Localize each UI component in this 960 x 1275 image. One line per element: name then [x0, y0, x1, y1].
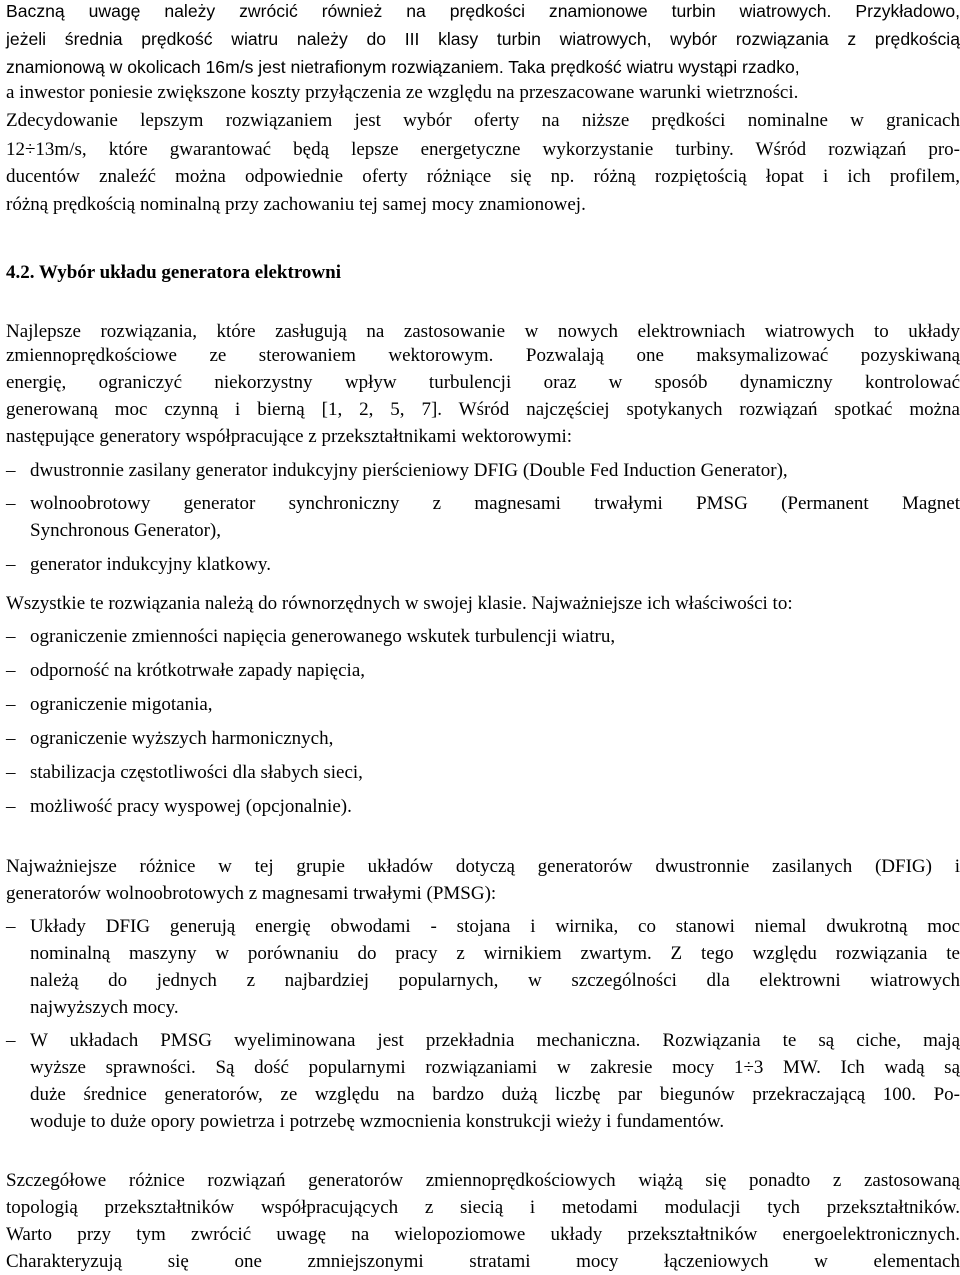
- list-item: dwustronnie zasilany generator indukcyjny pierścieniowy DFIG (Double Fed Induction Generator),: [30, 460, 788, 481]
- text-line: generatorów wolnoobrotowych z magnesami trwałymi (PMSG):: [6, 883, 497, 904]
- text-line: 12÷13m/s, które gwarantować będą lepsze energetyczne wykorzystanie turbiny. Wśród rozwiązań pro-: [6, 139, 960, 160]
- list-bullet: –: [6, 796, 16, 817]
- list-item: Układy DFIG generują energię obwodami - stojana i wirnika, co stanowi niemal dwukrotną moc: [30, 916, 960, 937]
- list-item: stabilizacja częstotliwości dla słabych sieci,: [30, 762, 363, 783]
- list-item-continuation: najwyższych mocy.: [30, 997, 179, 1018]
- text-line: Zdecydowanie lepszym rozwiązaniem jest wybór oferty na niższe prędkości nominalne w granicach: [6, 110, 960, 131]
- text-line: energię, ograniczyć niekorzystny wpływ turbulencji oraz w sposób dynamiczny kontrolować: [6, 372, 960, 393]
- section-heading: 4.2. Wybór układu generatora elektrowni: [6, 262, 341, 283]
- list-bullet: –: [6, 554, 16, 575]
- text-line: topologią przekształtników współpracujących z siecią i metodami modulacji tych przekształtników.: [6, 1197, 960, 1218]
- text-line: jeżeli średnia prędkość wiatru należy do III klasy turbin wiatrowych, wybór rozwiązania z prędkością: [6, 29, 960, 49]
- text-line: Warto przy tym zwrócić uwagę na wielopoziomowe układy przekształtników energoelektronicznych.: [6, 1224, 960, 1245]
- text-line: Charakteryzują się one zmniejszonymi stratami mocy łączeniowych w elementach: [6, 1251, 960, 1272]
- text-line: a inwestor poniesie zwiększone koszty przyłączenia ze względu na przeszacowane warunki wietrzności.: [6, 82, 799, 103]
- text-line: Najlepsze rozwiązania, które zasługują na zastosowanie w nowych elektrowniach wiatrowych to układy: [6, 321, 960, 342]
- text-line: Szczegółowe różnice rozwiązań generatorów zmiennoprędkościowych wiążą się ponadto z zastosowaną: [6, 1170, 960, 1191]
- text-line: następujące generatory współpracujące z przekształtnikami wektorowymi:: [6, 426, 573, 447]
- list-item: ograniczenie migotania,: [30, 694, 213, 715]
- text-line: Najważniejsze różnice w tej grupie układów dotyczą generatorów dwustronnie zasilanych (DFIG) i: [6, 856, 960, 877]
- list-item: odporność na krótkotrwałe zapady napięcia,: [30, 660, 366, 681]
- list-bullet: –: [6, 916, 16, 937]
- list-item-continuation: duże średnice generatorów, ze względu na bardzo dużą liczbę par biegunów przekraczającą 100. Po-: [30, 1084, 960, 1105]
- list-bullet: –: [6, 493, 16, 514]
- list-bullet: –: [6, 694, 16, 715]
- list-item-continuation: nominalną maszyny w porównaniu do pracy z wirnikiem zwartym. Z tego względu rozwiązania te: [30, 943, 960, 964]
- list-item-continuation: Synchronous Generator),: [30, 520, 222, 541]
- list-item: ograniczenie wyższych harmonicznych,: [30, 728, 334, 749]
- list-bullet: –: [6, 660, 16, 681]
- text-line: zmiennoprędkościowe ze sterowaniem wektorowym. Pozwalają one maksymalizować pozyskiwaną: [6, 345, 960, 366]
- list-item-continuation: woduje to duże opory powietrza i potrzebę wzmocnienia konstrukcji wieży i fundamentów.: [30, 1111, 725, 1132]
- list-bullet: –: [6, 762, 16, 783]
- list-bullet: –: [6, 728, 16, 749]
- text-line: generowaną moc czynną i bierną [1, 2, 5, 7]. Wśród najczęściej spotykanych rozwiązań spotkać można: [6, 399, 960, 420]
- text-line: ducentów znaleźć można odpowiednie oferty różniące się np. różną rozpiętością łopat i ich profilem,: [6, 166, 960, 187]
- list-item: W układach PMSG wyeliminowana jest przekładnia mechaniczna. Rozwiązania te są ciche, mają: [30, 1030, 960, 1051]
- list-bullet: –: [6, 1030, 16, 1051]
- list-bullet: –: [6, 460, 16, 481]
- list-item: możliwość pracy wyspowej (opcjonalnie).: [30, 796, 352, 817]
- list-bullet: –: [6, 626, 16, 647]
- text-line: znamionową w okolicach 16m/s jest nietrafionym rozwiązaniem. Taka prędkość wiatru wystąpi rzadko,: [6, 57, 800, 77]
- list-item: wolnoobrotowy generator synchroniczny z magnesami trwałymi PMSG (Permanent Magnet: [30, 493, 960, 514]
- list-item: ograniczenie zmienności napięcia generowanego wskutek turbulencji wiatru,: [30, 626, 616, 647]
- list-item-continuation: należą do jednych z najbardziej popularnych, w szczególności dla elektrowni wiatrowych: [30, 970, 960, 991]
- list-item-continuation: wyższe sprawności. Są dość popularnymi rozwiązaniami w zakresie mocy 1÷3 MW. Ich wadą są: [30, 1057, 960, 1078]
- paragraph-properties-intro: Wszystkie te rozwiązania należą do równorzędnych w swojej klasie. Najważniejsze ich właściwości to:: [6, 593, 793, 614]
- text-line: Baczną uwagę należy zwrócić również na prędkości znamionowe turbin wiatrowych. Przykładowo,: [6, 1, 960, 21]
- list-item: generator indukcyjny klatkowy.: [30, 554, 271, 575]
- text-line: różną prędkością nominalną przy zachowaniu tej samej mocy znamionowej.: [6, 194, 586, 215]
